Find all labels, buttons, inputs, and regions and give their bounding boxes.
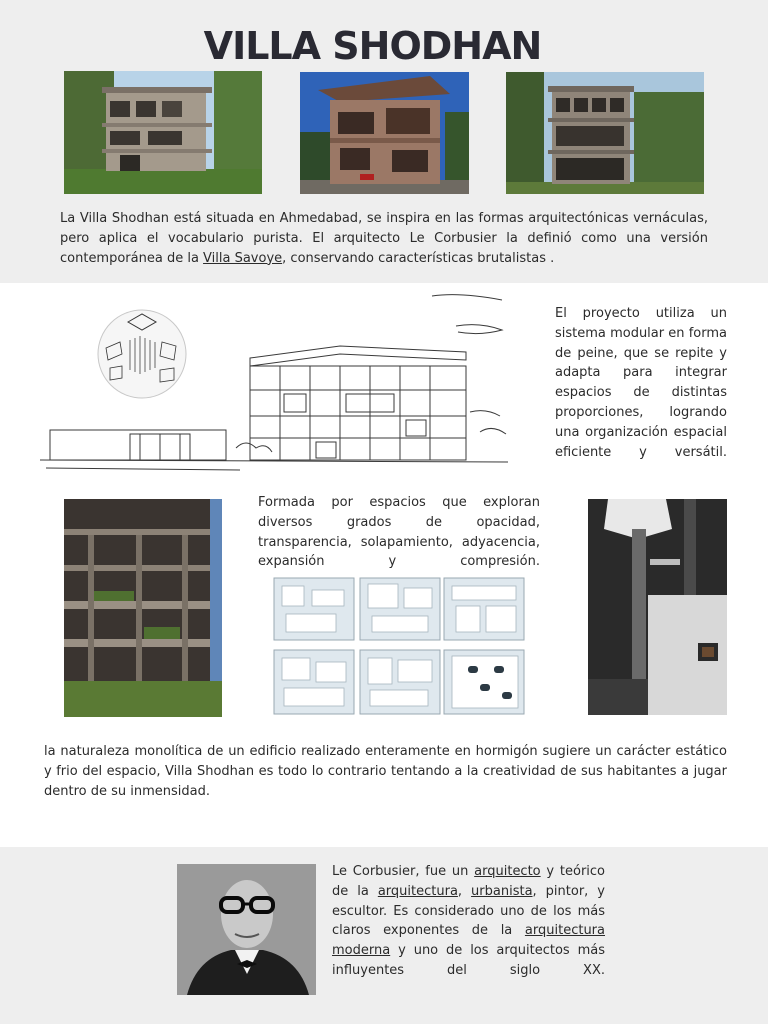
arquitecto-link[interactable]: arquitecto bbox=[474, 864, 541, 879]
intro-text-1: La Villa Shodhan está situada en Ahmedabad, se inspira en las formas arquitectónicas vernáculas, pero aplica el vocabulario purista. El arquitecto Le Corbusier la definió como una versión contemporánea de la bbox=[60, 211, 708, 266]
urbanista-link[interactable]: urbanista bbox=[471, 883, 533, 899]
bio-text-1: Le Corbusier, fue un bbox=[332, 864, 475, 879]
spaces-paragraph: Formada por espacios que exploran diversos grados de opacidad, transparencia, solapamiento, adyacencia, expansión y compresión. bbox=[258, 495, 540, 570]
villa-photo-2 bbox=[300, 72, 469, 194]
arquitectura-moderna-link[interactable]: arquitectura moderna bbox=[332, 923, 605, 959]
le-corbusier-portrait bbox=[177, 864, 316, 995]
bio-paragraph bbox=[332, 862, 605, 981]
project-paragraph: El proyecto utiliza un sistema modular en forma de peine, que se repite y adapta para integrar espacios de distintas proporciones, logrando una organización espacial eficiente y versátil. bbox=[555, 306, 727, 460]
bio-text-5: y uno de los arquitectos más influyentes del siglo XX. bbox=[332, 943, 605, 978]
arquitectura-link[interactable]: arquitectura bbox=[377, 883, 458, 899]
intro-paragraph bbox=[60, 209, 708, 268]
bio-text-2: y teórico de la bbox=[332, 864, 605, 899]
spatial-models-grid bbox=[272, 576, 526, 716]
villa-interior-photo bbox=[588, 499, 727, 715]
page-title: VILLA SHODHAN bbox=[203, 24, 542, 68]
villa-photo-1 bbox=[64, 71, 262, 194]
bio-text-3: , bbox=[457, 883, 472, 899]
villa-photo-3 bbox=[506, 72, 704, 194]
bio-text-4: , pintor, y escultor. Es considerado uno de los más claros exponentes de la bbox=[332, 883, 605, 939]
nature-paragraph: la naturaleza monolítica de un edificio realizado enteramente en hormigón sugiere un carácter estático y frio del espacio, Villa Shodhan es todo lo contrario tentando a la creatividad de sus habitantes a jugar dentro de su inmensidad. bbox=[44, 744, 727, 799]
villa-balcony-photo bbox=[64, 499, 222, 717]
villa-line-sketch bbox=[40, 292, 508, 480]
villa-savoye-link[interactable]: Villa Savoye bbox=[203, 250, 283, 266]
intro-text-2: , conservando características brutalistas . bbox=[282, 250, 555, 266]
